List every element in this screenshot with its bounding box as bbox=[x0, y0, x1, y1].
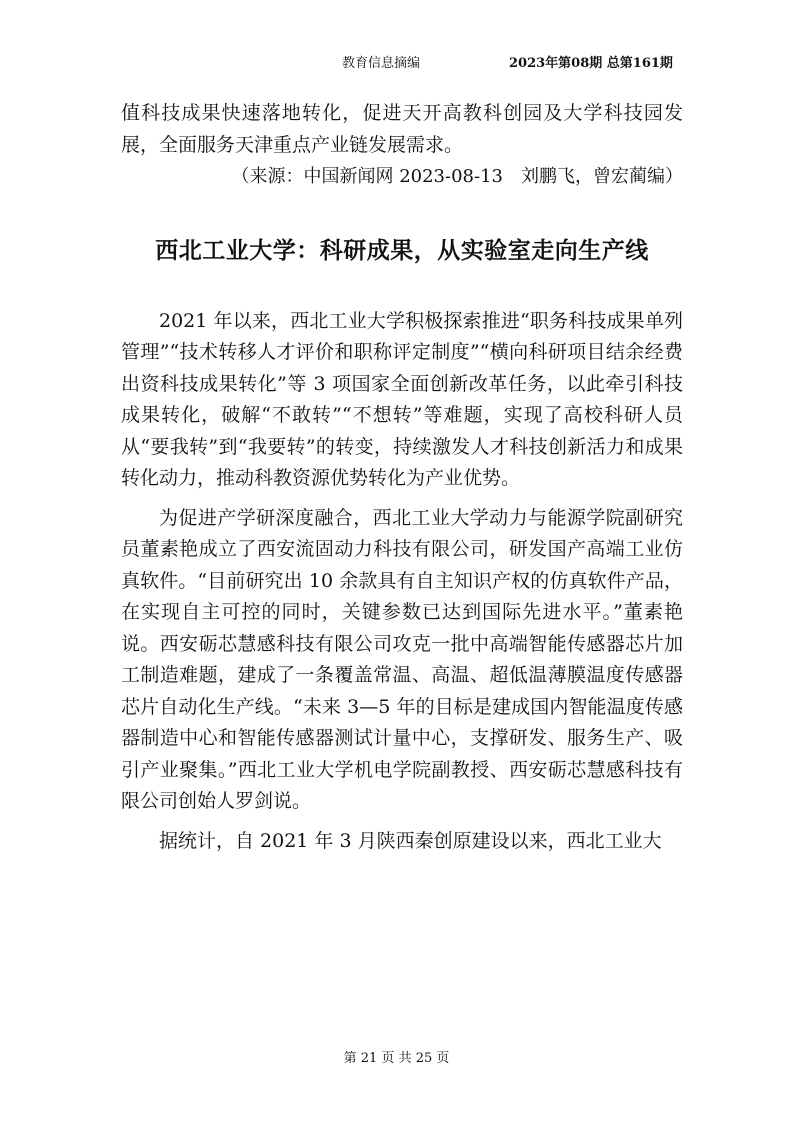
issue-number: 2023年第08期 总第161期 bbox=[509, 56, 673, 71]
article-paragraph-3: 据统计，自 2021 年 3 月陕西秦创原建设以来，西北工业大 bbox=[159, 829, 662, 852]
page-content bbox=[121, 98, 683, 857]
intro-paragraph: 值科技成果快速落地转化，促进天开高教科创园及大学科技园发展，全面服务天津重点产业链发展需求。 bbox=[121, 102, 683, 156]
source-citation: （来源：中国新闻网 2023-08-13 刘鹏飞，曾宏蔺编） bbox=[231, 166, 683, 187]
publication-name: 教育信息摘编 bbox=[342, 56, 421, 71]
article-title: 西北工业大学：科研成果，从实验室走向生产线 bbox=[155, 237, 649, 264]
article-paragraph-1: 2021 年以来，西北工业大学积极探索推进“职务科技成果单列管理”“技术转移人才评价和职称评定制度”“横向科研项目结余经费出资科技成果转化”等 3 项国家全面创新改革任务，以此牵引科技成果转化，破解“不敢转”“不想转”等难题，实现了高校科研人员从“要我转”到“我要转”的转变，持续激发人才科技创新活力和成果转化动力，推动科教资源优势转化为产业优势。 bbox=[121, 309, 683, 489]
article-paragraph-2: 为促进产学研深度融合，西北工业大学动力与能源学院副研究员董素艳成立了西安流固动力科技有限公司，研发国产高端工业仿真软件。“目前研究出 10 余款具有自主知识产权的仿真软件产品，在实现自主可控的同时，关键参数已达到国际先进水平。”董素艳说。西安砺芯慧感科技有限公司攻克一批中高端智能传感器芯片加工制造难题，建成了一条覆盖常温、高温、超低温薄膜温度传感器芯片自动化生产线。“未来 3—5 年的目标是建成国内智能温度传感器制造中心和智能传感器测试计量中心，支撑研发、服务生产、吸引产业聚集。”西北工业大学机电学院副教授、西安砺芯慧感科技有限公司创始人罗剑说。 bbox=[121, 506, 683, 812]
page-header bbox=[0, 52, 793, 72]
page-footer: 第 21 页 共 25 页 bbox=[343, 1051, 450, 1066]
